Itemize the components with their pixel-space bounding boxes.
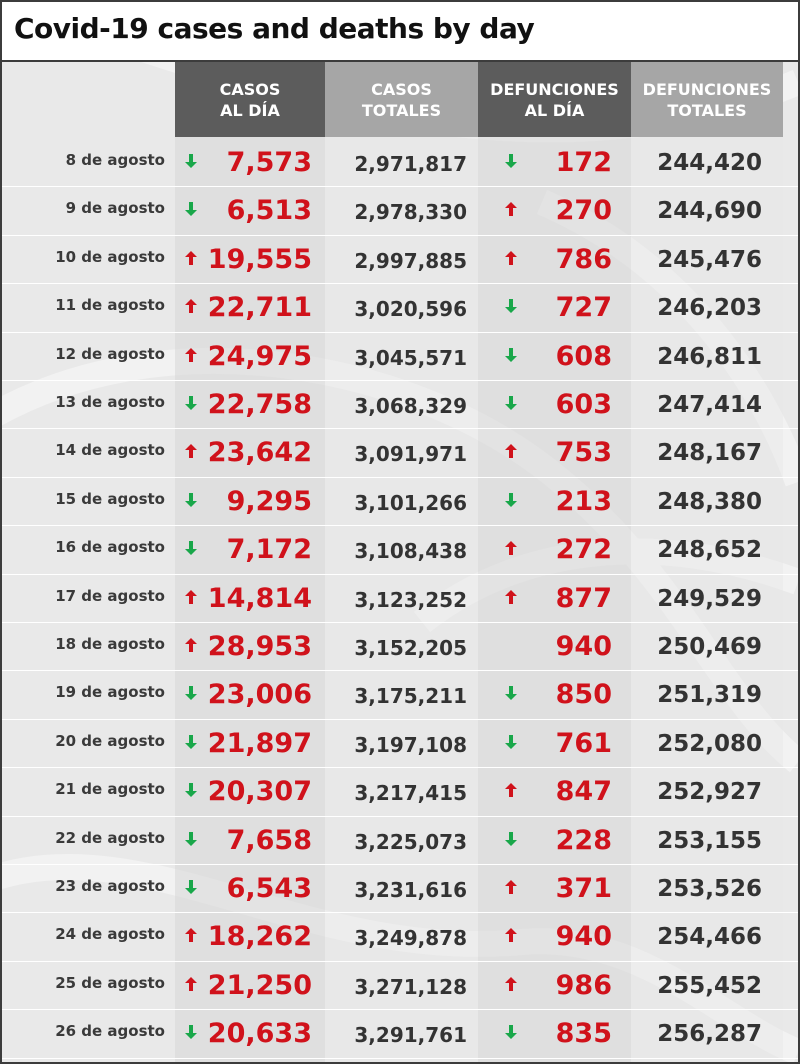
defunciones-totales-value: 249,529 [657, 585, 762, 612]
row-date: 17 de agosto [55, 586, 165, 605]
casos-al-dia-value: 20,633 [207, 1018, 312, 1050]
row-date: 21 de agosto [55, 780, 165, 799]
casos-al-dia-value: 6,513 [226, 195, 312, 227]
row-date: 12 de agosto [55, 344, 165, 363]
arrow-up-icon [504, 540, 518, 556]
table-row [2, 478, 798, 526]
casos-totales-value: 3,045,571 [354, 345, 467, 370]
table-row [2, 139, 798, 187]
header-casos-dia: CASOS AL DÍA [175, 62, 325, 137]
title-bar [2, 2, 798, 62]
casos-totales-value: 3,197,108 [354, 732, 467, 757]
casos-totales-value: 2,997,885 [354, 248, 467, 273]
defunciones-al-dia-value: 850 [555, 679, 612, 711]
table-row [2, 526, 798, 574]
defunciones-al-dia-value: 228 [555, 824, 612, 856]
defunciones-totales-value: 255,452 [657, 972, 762, 999]
row-date: 15 de agosto [55, 489, 165, 508]
header-defunciones-totales: DEFUNCIONES TOTALES [631, 62, 783, 137]
arrow-down-icon [504, 831, 518, 847]
defunciones-al-dia-value: 371 [555, 873, 612, 904]
casos-al-dia-value: 28,953 [207, 631, 312, 662]
arrow-down-icon [504, 492, 518, 508]
defunciones-al-dia-value: 753 [555, 437, 612, 469]
casos-totales-value: 3,152,205 [354, 636, 467, 660]
table-row [2, 575, 798, 623]
arrow-down-icon [504, 347, 518, 363]
defunciones-totales-value: 245,476 [657, 246, 762, 273]
defunciones-totales-value: 253,526 [657, 876, 762, 902]
table-row [2, 720, 798, 768]
defunciones-al-dia-value: 608 [555, 340, 612, 372]
row-date: 14 de agosto [55, 441, 165, 460]
defunciones-totales-value: 252,927 [657, 779, 762, 806]
table-row [2, 1010, 798, 1058]
defunciones-totales-value: 246,811 [657, 343, 762, 370]
defunciones-al-dia-value: 986 [555, 969, 612, 1001]
casos-al-dia-value: 21,250 [207, 969, 312, 1001]
defunciones-totales-value: 254,466 [657, 924, 762, 951]
casos-al-dia-value: 7,172 [226, 534, 312, 566]
casos-al-dia-value: 6,543 [226, 873, 312, 904]
row-date: 23 de agosto [55, 877, 165, 895]
casos-al-dia-value: 23,006 [207, 679, 312, 711]
arrow-up-icon [504, 250, 518, 266]
row-date: 16 de agosto [55, 538, 165, 557]
defunciones-totales-value: 252,080 [657, 730, 762, 757]
casos-al-dia-value: 7,658 [226, 824, 312, 856]
casos-totales-value: 3,101,266 [354, 490, 467, 515]
table-row [2, 623, 798, 671]
header-casos-totales: CASOS TOTALES [325, 62, 478, 137]
casos-totales-value: 3,291,761 [354, 1023, 467, 1048]
defunciones-al-dia-value: 761 [555, 727, 612, 759]
table-row [2, 187, 798, 235]
defunciones-al-dia-value: 213 [555, 485, 612, 517]
casos-al-dia-value: 23,642 [207, 437, 312, 469]
defunciones-totales-value: 250,469 [657, 634, 762, 660]
defunciones-totales-value: 253,155 [657, 827, 762, 854]
row-date: 8 de agosto [65, 151, 165, 169]
casos-totales-value: 3,068,329 [354, 394, 467, 418]
row-date: 10 de agosto [55, 247, 165, 266]
row-date: 24 de agosto [55, 925, 165, 944]
arrow-up-icon [504, 782, 518, 798]
casos-al-dia-value: 24,975 [207, 340, 312, 372]
arrow-up-icon [504, 927, 518, 943]
defunciones-al-dia-value: 172 [555, 147, 612, 178]
table-row [2, 284, 798, 332]
table-row [2, 236, 798, 284]
casos-al-dia-value: 22,711 [207, 292, 312, 324]
arrow-up-icon [504, 201, 518, 217]
defunciones-totales-value: 248,652 [657, 537, 762, 564]
arrow-up-icon [504, 879, 518, 895]
table-row [2, 817, 798, 865]
casos-totales-value: 3,217,415 [354, 781, 467, 806]
defunciones-totales-value: 246,203 [657, 295, 762, 322]
arrow-up-icon [504, 443, 518, 459]
casos-totales-value: 3,175,211 [354, 684, 467, 709]
table-row [2, 768, 798, 816]
defunciones-al-dia-value: 270 [555, 195, 612, 227]
casos-al-dia-value: 14,814 [207, 582, 312, 614]
defunciones-al-dia-value: 727 [555, 292, 612, 324]
casos-totales-value: 3,231,616 [354, 878, 467, 902]
casos-totales-value: 3,020,596 [354, 297, 467, 322]
defunciones-al-dia-value: 835 [555, 1018, 612, 1050]
table-row [2, 913, 798, 961]
table-row [2, 671, 798, 719]
casos-totales-value: 3,249,878 [354, 926, 467, 951]
defunciones-al-dia-value: 272 [555, 534, 612, 566]
row-date: 25 de agosto [55, 973, 165, 992]
casos-totales-value: 3,271,128 [354, 974, 467, 999]
row-date: 26 de agosto [55, 1022, 165, 1041]
arrow-down-icon [504, 153, 518, 169]
row-date: 19 de agosto [55, 683, 165, 702]
defunciones-al-dia-value: 603 [555, 389, 612, 420]
row-date: 11 de agosto [55, 296, 165, 315]
arrow-up-icon [504, 589, 518, 605]
defunciones-totales-value: 247,414 [657, 392, 762, 418]
casos-al-dia-value: 20,307 [207, 776, 312, 808]
casos-al-dia-value: 7,573 [226, 147, 312, 178]
defunciones-totales-value: 248,380 [657, 488, 762, 515]
table-row [2, 962, 798, 1010]
casos-totales-value: 2,978,330 [354, 200, 467, 225]
row-date: 22 de agosto [55, 828, 165, 847]
defunciones-totales-value: 244,420 [657, 150, 762, 176]
arrow-down-icon [504, 395, 518, 411]
casos-totales-value: 2,971,817 [354, 152, 467, 176]
casos-al-dia-value: 22,758 [207, 389, 312, 420]
table-row [2, 381, 798, 429]
casos-totales-value: 3,225,073 [354, 829, 467, 854]
row-date: 13 de agosto [55, 393, 165, 411]
defunciones-totales-value: 248,167 [657, 440, 762, 467]
defunciones-al-dia-value: 940 [555, 921, 612, 953]
casos-totales-value: 3,091,971 [354, 442, 467, 467]
arrow-down-icon [504, 298, 518, 314]
defunciones-al-dia-value: 847 [555, 776, 612, 808]
table-row [2, 865, 798, 913]
arrow-down-icon [504, 685, 518, 701]
casos-al-dia-value: 9,295 [226, 485, 312, 517]
casos-al-dia-value: 19,555 [207, 243, 312, 275]
table-row [2, 333, 798, 381]
casos-totales-value: 3,108,438 [354, 539, 467, 564]
arrow-down-icon [504, 1024, 518, 1040]
arrow-down-icon [504, 734, 518, 750]
defunciones-totales-value: 244,690 [657, 198, 762, 225]
page-title: Covid-19 cases and deaths by day [14, 12, 535, 45]
casos-al-dia-value: 18,262 [207, 921, 312, 953]
defunciones-totales-value: 251,319 [657, 682, 762, 709]
defunciones-totales-value: 256,287 [657, 1021, 762, 1048]
row-date: 9 de agosto [65, 199, 165, 218]
row-date: 20 de agosto [55, 731, 165, 750]
header-defunciones-dia: DEFUNCIONES AL DÍA [478, 62, 631, 137]
defunciones-al-dia-value: 940 [555, 631, 612, 662]
arrow-up-icon [504, 976, 518, 992]
table-row [2, 429, 798, 477]
defunciones-al-dia-value: 786 [555, 243, 612, 275]
casos-al-dia-value: 21,897 [207, 727, 312, 759]
casos-totales-value: 3,123,252 [354, 587, 467, 612]
defunciones-al-dia-value: 877 [555, 582, 612, 614]
row-date: 18 de agosto [55, 635, 165, 653]
